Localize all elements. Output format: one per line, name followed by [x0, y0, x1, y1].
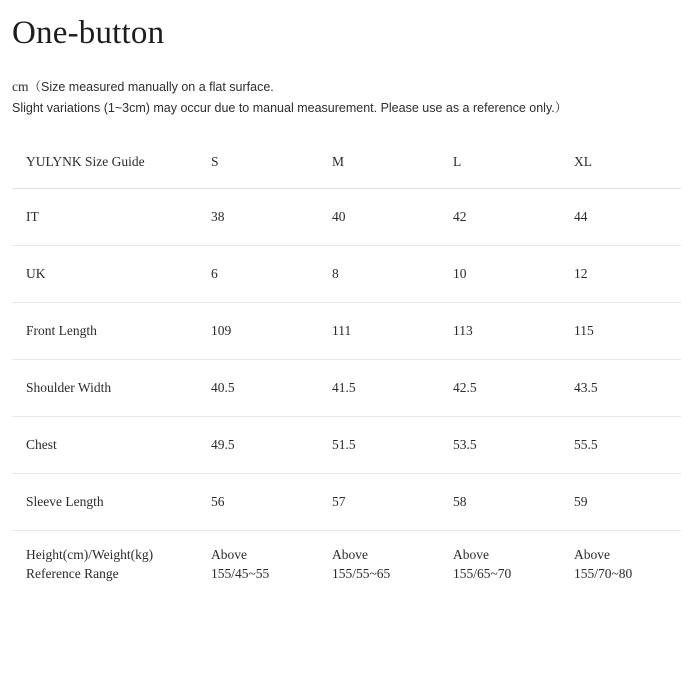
- row-value: 115: [560, 303, 681, 360]
- notes-line-1: [12, 76, 680, 98]
- table-header-cell: YULYNK Size Guide: [12, 140, 197, 189]
- row-value: 59: [560, 474, 681, 531]
- row-value: 42: [439, 189, 560, 246]
- row-value: 49.5: [197, 417, 318, 474]
- row-value: 8: [318, 246, 439, 303]
- table-header-row: [12, 140, 681, 189]
- row-value-line-2: 155/70~80: [574, 566, 633, 581]
- row-value: 12: [560, 246, 681, 303]
- row-value: 10: [439, 246, 560, 303]
- row-value: 41.5: [318, 360, 439, 417]
- row-value: 109: [197, 303, 318, 360]
- page-title: One-button: [12, 15, 165, 51]
- row-value-line-1: Above: [453, 547, 489, 562]
- unit-label: cm: [12, 79, 29, 94]
- row-label: UK: [12, 246, 197, 303]
- row-label: Shoulder Width: [12, 360, 197, 417]
- row-value-line-1: Above: [332, 547, 368, 562]
- row-label: [12, 531, 197, 594]
- row-value-line-1: Above: [574, 547, 610, 562]
- row-value: 42.5: [439, 360, 560, 417]
- row-label: IT: [12, 189, 197, 246]
- row-value: 111: [318, 303, 439, 360]
- table-row: [12, 417, 681, 474]
- row-label: Chest: [12, 417, 197, 474]
- row-value: 57: [318, 474, 439, 531]
- row-label-line-1: Height(cm)/Weight(kg): [26, 547, 154, 562]
- row-value: 58: [439, 474, 560, 531]
- row-label-line-2: Reference Range: [26, 566, 119, 581]
- notes-text-1: （Size measured manually on a flat surface.: [28, 80, 274, 94]
- table-row: [12, 474, 681, 531]
- row-value: 38: [197, 189, 318, 246]
- table-row: [12, 303, 681, 360]
- row-value: 40: [318, 189, 439, 246]
- row-value: 56: [197, 474, 318, 531]
- row-label: Sleeve Length: [12, 474, 197, 531]
- row-value: [439, 531, 560, 594]
- notes-line-2: Slight variations (1~3cm) may occur due to manual measurement. Please use as a reference only.）: [12, 101, 568, 115]
- row-value: [318, 531, 439, 594]
- table-header-cell: M: [318, 140, 439, 189]
- row-value: 53.5: [439, 417, 560, 474]
- table-header-cell: S: [197, 140, 318, 189]
- row-value-line-2: 155/55~65: [332, 566, 391, 581]
- row-value: 44: [560, 189, 681, 246]
- size-guide-page: [0, 12, 692, 677]
- row-value: 51.5: [318, 417, 439, 474]
- row-label: Front Length: [12, 303, 197, 360]
- table-header-cell: L: [439, 140, 560, 189]
- row-value: [560, 531, 681, 594]
- row-value: [197, 531, 318, 594]
- row-value-line-2: 155/65~70: [453, 566, 512, 581]
- table-header-cell: XL: [560, 140, 681, 189]
- row-value: 6: [197, 246, 318, 303]
- table-row: [12, 189, 681, 246]
- row-value: 40.5: [197, 360, 318, 417]
- table-row-reference-range: [12, 531, 681, 594]
- row-value: 43.5: [560, 360, 681, 417]
- row-value: 55.5: [560, 417, 681, 474]
- row-value-line-1: Above: [211, 547, 247, 562]
- row-value-line-2: 155/45~55: [211, 566, 270, 581]
- table-row: [12, 246, 681, 303]
- size-chart-table: [12, 140, 681, 593]
- table-row: [12, 360, 681, 417]
- measurement-notes: [12, 76, 680, 118]
- row-value: 113: [439, 303, 560, 360]
